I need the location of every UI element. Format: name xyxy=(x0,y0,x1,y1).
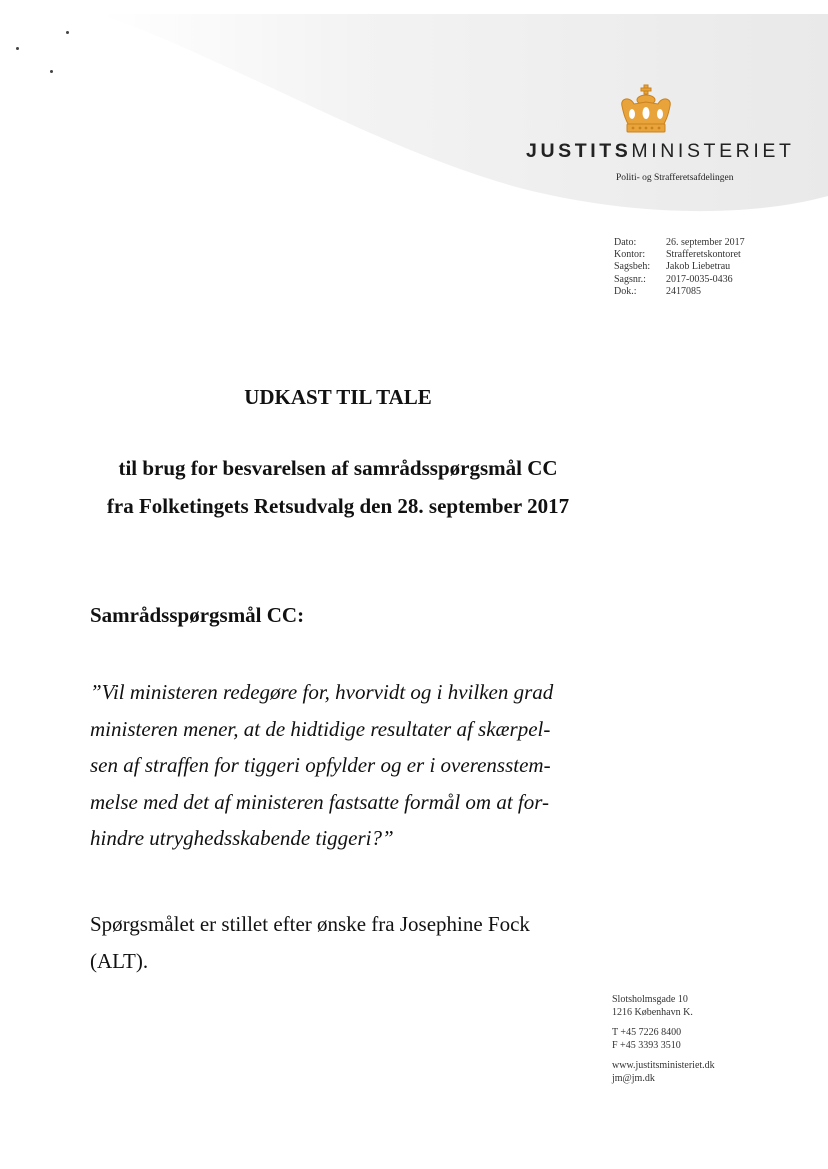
metadata-label: Dato: xyxy=(614,237,637,248)
body-line: (ALT). xyxy=(90,948,149,973)
case-metadata xyxy=(614,237,745,298)
department-name: Politi- og Strafferetsafdelingen xyxy=(616,173,734,183)
document-title: UDKAST TIL TALE xyxy=(244,385,432,409)
metadata-row xyxy=(614,237,745,249)
question-line: hindre utryghedsskabende tiggeri?” xyxy=(90,826,394,850)
phone-number: T +45 7226 8400 xyxy=(612,1027,682,1038)
metadata-row xyxy=(614,261,745,273)
question-line: ”Vil ministeren redegøre for, hvorvidt og i hvilken grad xyxy=(90,680,554,704)
question-text xyxy=(90,674,600,857)
ministry-name-bold: JUSTITS xyxy=(526,140,632,162)
metadata-row xyxy=(614,249,745,261)
address-line: Slotsholmsgade 10 xyxy=(612,994,688,1005)
question-line: melse med det af ministeren fastsatte formål om at for- xyxy=(90,789,550,814)
metadata-label: Sagsbeh: xyxy=(614,261,651,273)
metadata-value: 2417085 xyxy=(666,285,701,297)
metadata-row xyxy=(614,286,745,298)
metadata-label: Sagsnr.: xyxy=(614,273,646,285)
scan-speck xyxy=(50,70,53,73)
question-heading: Samrådsspørgsmål CC: xyxy=(90,603,305,627)
web-contacts xyxy=(612,1060,715,1085)
subtitle-line: til brug for besvarelsen af samrådsspørgsmål CC xyxy=(118,456,558,480)
scan-speck xyxy=(16,47,19,50)
contact-block xyxy=(612,994,715,1093)
metadata-label: Dok.: xyxy=(614,285,637,297)
metadata-value: 2017-0035-0436 xyxy=(666,273,733,285)
scan-speck xyxy=(66,31,69,34)
metadata-label: Kontor: xyxy=(614,249,646,261)
crown-icon xyxy=(616,84,676,136)
ministry-name-light: MINISTERIET xyxy=(631,140,795,162)
phone-numbers xyxy=(612,1027,715,1052)
letterhead-band xyxy=(0,0,828,230)
subtitle-line: fra Folketingets Retsudvalg den 28. september 2017 xyxy=(106,494,570,518)
document-subtitle xyxy=(0,449,676,525)
ministry-name xyxy=(526,140,795,163)
address xyxy=(612,994,715,1019)
address-line: 1216 København K. xyxy=(612,1006,693,1018)
body-paragraph xyxy=(90,906,590,979)
metadata-value: 26. september 2017 xyxy=(666,237,745,248)
website-link[interactable]: www.justitsministeriet.dk xyxy=(612,1060,715,1071)
metadata-value: Jakob Liebetrau xyxy=(666,261,731,273)
question-line: ministeren mener, at de hidtidige resultater af skærpel- xyxy=(90,716,551,741)
metadata-value: Strafferetskontoret xyxy=(666,249,741,261)
metadata-row xyxy=(614,274,745,286)
question-line: sen af straffen for tiggeri opfylder og er i overensstem- xyxy=(90,753,551,777)
body-line: Spørgsmålet er stillet efter ønske fra Josephine Fock xyxy=(90,912,530,936)
email-link[interactable]: jm@jm.dk xyxy=(612,1072,655,1084)
fax-number: F +45 3393 3510 xyxy=(612,1039,681,1051)
